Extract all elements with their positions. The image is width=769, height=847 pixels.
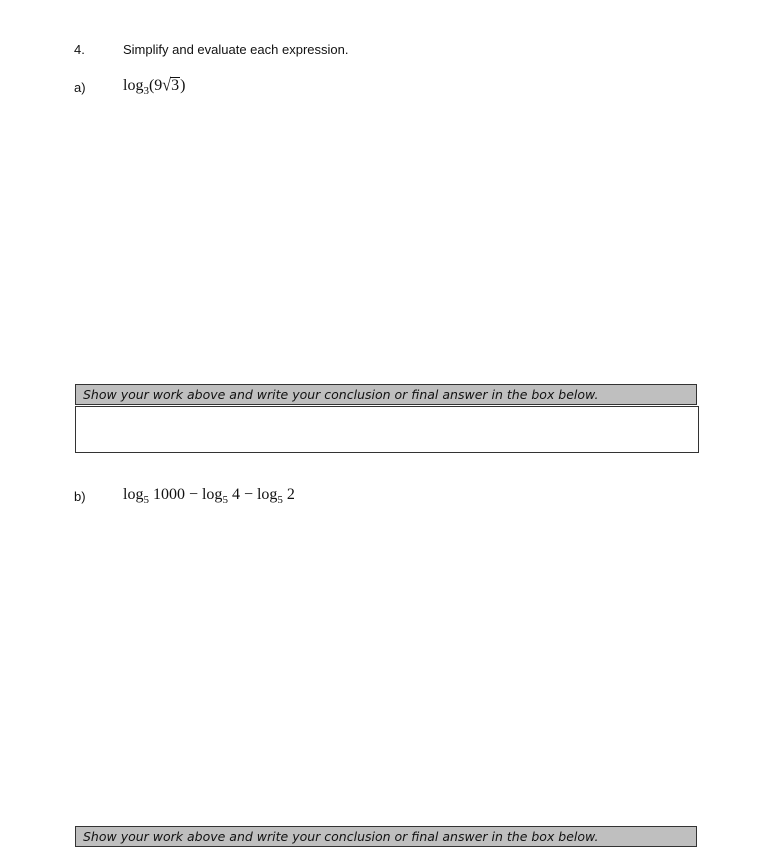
expression-close: ) bbox=[180, 77, 186, 94]
part-b-label: b) bbox=[74, 489, 86, 504]
answer-prompt-b: Show your work above and write your conclusion or final answer in the box below. bbox=[75, 826, 697, 847]
square-root bbox=[162, 77, 180, 95]
term3-base: 5 bbox=[277, 494, 283, 506]
part-a-expression bbox=[123, 77, 185, 95]
log-base: 3 bbox=[143, 85, 149, 97]
log-function: log bbox=[123, 77, 144, 94]
term2-arg: 4 bbox=[231, 486, 240, 503]
term3-arg: 2 bbox=[286, 486, 295, 503]
question-instruction: Simplify and evaluate each expression. bbox=[123, 42, 349, 57]
minus-operator: − bbox=[243, 486, 253, 503]
radicand: 3 bbox=[171, 77, 180, 94]
term1-base: 5 bbox=[143, 494, 149, 506]
term1-arg: 1000 bbox=[152, 486, 185, 503]
minus-operator: − bbox=[188, 486, 198, 503]
part-b-expression bbox=[123, 486, 295, 504]
term2-base: 5 bbox=[222, 494, 228, 506]
term3-log: log bbox=[256, 486, 278, 503]
answer-box-a[interactable] bbox=[75, 406, 699, 453]
answer-prompt-a: Show your work above and write your conclusion or final answer in the box below. bbox=[75, 384, 697, 405]
question-number: 4. bbox=[74, 42, 85, 57]
part-a-label: a) bbox=[74, 80, 86, 95]
term2-log: log bbox=[201, 486, 223, 503]
term1-log: log bbox=[123, 486, 144, 503]
expression-open: (9 bbox=[148, 77, 163, 94]
radical-sign-icon: √ bbox=[162, 76, 172, 95]
